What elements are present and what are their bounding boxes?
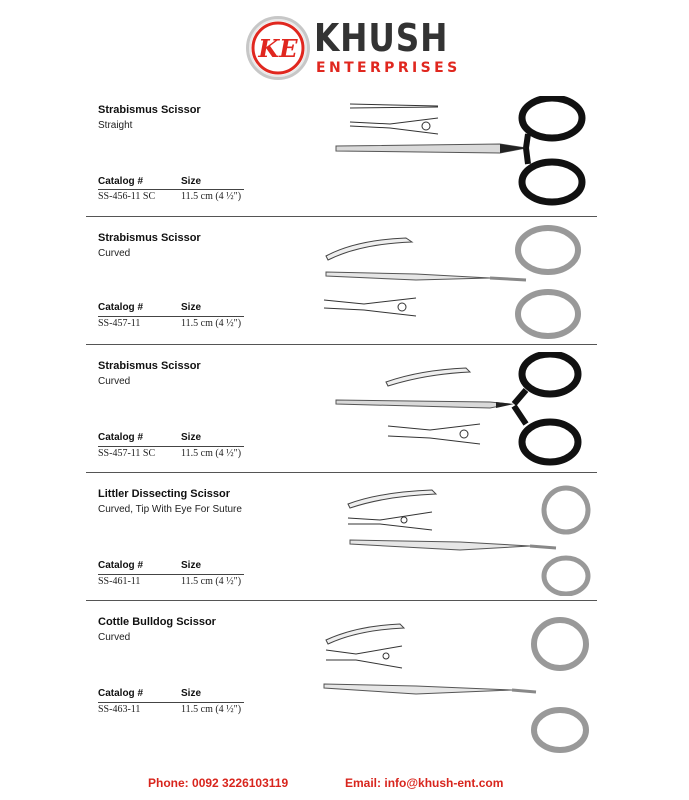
email-address[interactable]: info@khush-ent.com bbox=[384, 776, 504, 790]
straight-scissor-black-icon bbox=[330, 96, 610, 212]
spec-divider bbox=[98, 702, 244, 703]
spec-divider bbox=[98, 446, 244, 447]
product-card bbox=[0, 92, 689, 216]
product-title: Strabismus Scissor bbox=[98, 232, 201, 244]
catalog-heading: Catalog # bbox=[98, 176, 144, 187]
product-subtitle: Curved bbox=[98, 248, 131, 259]
spec-divider bbox=[98, 189, 244, 190]
brand-name: KHUSH bbox=[314, 16, 449, 60]
product-subtitle: Curved bbox=[98, 632, 131, 643]
brand-tagline: ENTERPRISES bbox=[316, 60, 461, 76]
bulldog-scissor-steel-icon bbox=[316, 616, 606, 762]
size-value: 11.5 cm (4 ½") bbox=[181, 576, 242, 587]
phone-number[interactable]: 0092 3226103119 bbox=[192, 776, 289, 790]
product-card bbox=[0, 606, 689, 766]
section-divider bbox=[86, 344, 597, 345]
curved-scissor-steel-icon bbox=[316, 222, 606, 342]
spec-divider bbox=[98, 574, 244, 575]
dissecting-scissor-steel-icon bbox=[340, 484, 610, 596]
catalog-heading: Catalog # bbox=[98, 688, 144, 699]
email-label: Email: bbox=[345, 776, 382, 790]
product-card bbox=[0, 478, 689, 602]
product-title: Cottle Bulldog Scissor bbox=[98, 616, 216, 628]
size-value: 11.5 cm (4 ½") bbox=[181, 704, 242, 715]
catalog-number: SS-463-11 bbox=[98, 704, 141, 715]
catalog-number: SS-457-11 bbox=[98, 318, 141, 329]
brand-monogram: KE bbox=[258, 34, 298, 63]
product-title: Strabismus Scissor bbox=[98, 360, 201, 372]
product-subtitle: Curved, Tip With Eye For Suture bbox=[98, 504, 242, 515]
size-heading: Size bbox=[181, 432, 202, 443]
catalog-heading: Catalog # bbox=[98, 560, 144, 571]
curved-scissor-black-icon bbox=[330, 352, 610, 472]
catalog-heading: Catalog # bbox=[98, 302, 144, 313]
size-value: 11.5 cm (4 ½") bbox=[181, 448, 242, 459]
product-card bbox=[0, 350, 689, 474]
catalog-number: SS-461-11 bbox=[98, 576, 141, 587]
contact-footer bbox=[0, 772, 689, 792]
phone-contact bbox=[148, 776, 288, 790]
section-divider bbox=[86, 216, 597, 217]
size-value: 11.5 cm (4 ½") bbox=[181, 191, 242, 202]
product-title: Strabismus Scissor bbox=[98, 104, 201, 116]
brand-header bbox=[0, 0, 689, 92]
size-heading: Size bbox=[181, 560, 202, 571]
email-contact bbox=[345, 776, 503, 790]
phone-label: Phone: bbox=[148, 776, 189, 790]
brand-logo-badge bbox=[246, 16, 310, 80]
catalog-heading: Catalog # bbox=[98, 432, 144, 443]
ke-monogram-icon bbox=[249, 19, 307, 77]
product-subtitle: Curved bbox=[98, 376, 131, 387]
product-card bbox=[0, 222, 689, 346]
size-heading: Size bbox=[181, 176, 202, 187]
size-value: 11.5 cm (4 ½") bbox=[181, 318, 242, 329]
product-title: Littler Dissecting Scissor bbox=[98, 488, 231, 500]
catalog-number: SS-457-11 SC bbox=[98, 448, 156, 459]
catalog-number: SS-456-11 SC bbox=[98, 191, 156, 202]
size-heading: Size bbox=[181, 302, 202, 313]
product-subtitle: Straight bbox=[98, 120, 133, 131]
section-divider bbox=[86, 472, 597, 473]
spec-divider bbox=[98, 316, 244, 317]
section-divider bbox=[86, 600, 597, 601]
size-heading: Size bbox=[181, 688, 202, 699]
